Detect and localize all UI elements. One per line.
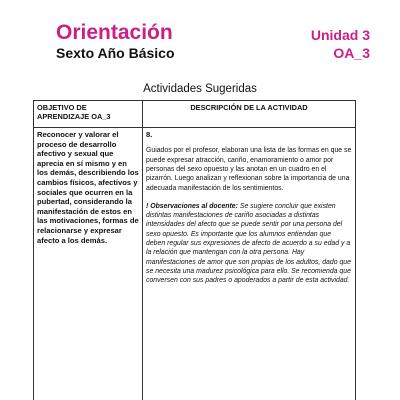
table-row [34, 128, 356, 400]
activity-number: 8. [146, 130, 153, 139]
objective-header: OBJETIVO DE APRENDIZAJE OA_3 [34, 101, 143, 128]
observations-label: ! Observaciones al docente: [146, 202, 238, 210]
page-header [56, 22, 370, 62]
description-header: DESCRIPCIÓN DE LA ACTIVIDAD [143, 101, 356, 128]
grade-label: Sexto Año Básico [56, 45, 175, 61]
unit-label: Unidad 3 [310, 27, 370, 43]
activities-table [33, 100, 356, 400]
objective-cell [34, 128, 143, 400]
section-title: Actividades Sugeridas [143, 83, 257, 95]
teacher-observations [146, 202, 352, 286]
objective-text: Reconocer y valorar el proceso de desarrollo afectivo y sexual que aprecia en sí mismo y en los demás, describiendo los cambios físicos, afectivos y sociales que ocurren en la pubertad, considerando la manifestación de estos en las motivaciones, formas de relacionarse y expresar afecto a los demás. [37, 130, 139, 245]
subject-title: Orientación [56, 21, 173, 44]
activity-text: Guiados por el profesor, elaboran una lista de las formas en que se puede expresar atracción, cariño, enamoramiento o amor por personas del sexo opuesto y las anotan en un cuadro en el pizarrón. Luego analizan y reflexionan sobre la importancia de una adecuada manifestación de los sentimientos. [146, 147, 352, 192]
description-cell [143, 128, 356, 400]
table-header-row [34, 101, 356, 128]
oa-label: OA_3 [333, 45, 370, 61]
observations-text: Se sugiere concluir que existen distintas manifestaciones de cariño asociadas a distintas intensidades del afecto que se puede sentir por una persona del sexo opuesto. Es importante que los alumnos entiendan que deben regular sus expresiones de afecto de acuerdo a su edad y a la relación que mantengan con la otra persona. Hay manifestaciones de amor que son propias de los adultos, dado que se necesita una madurez psicológica para ello. Se recomienda que conversen con sus padres o apoderados a partir de esta actividad. [146, 202, 351, 285]
